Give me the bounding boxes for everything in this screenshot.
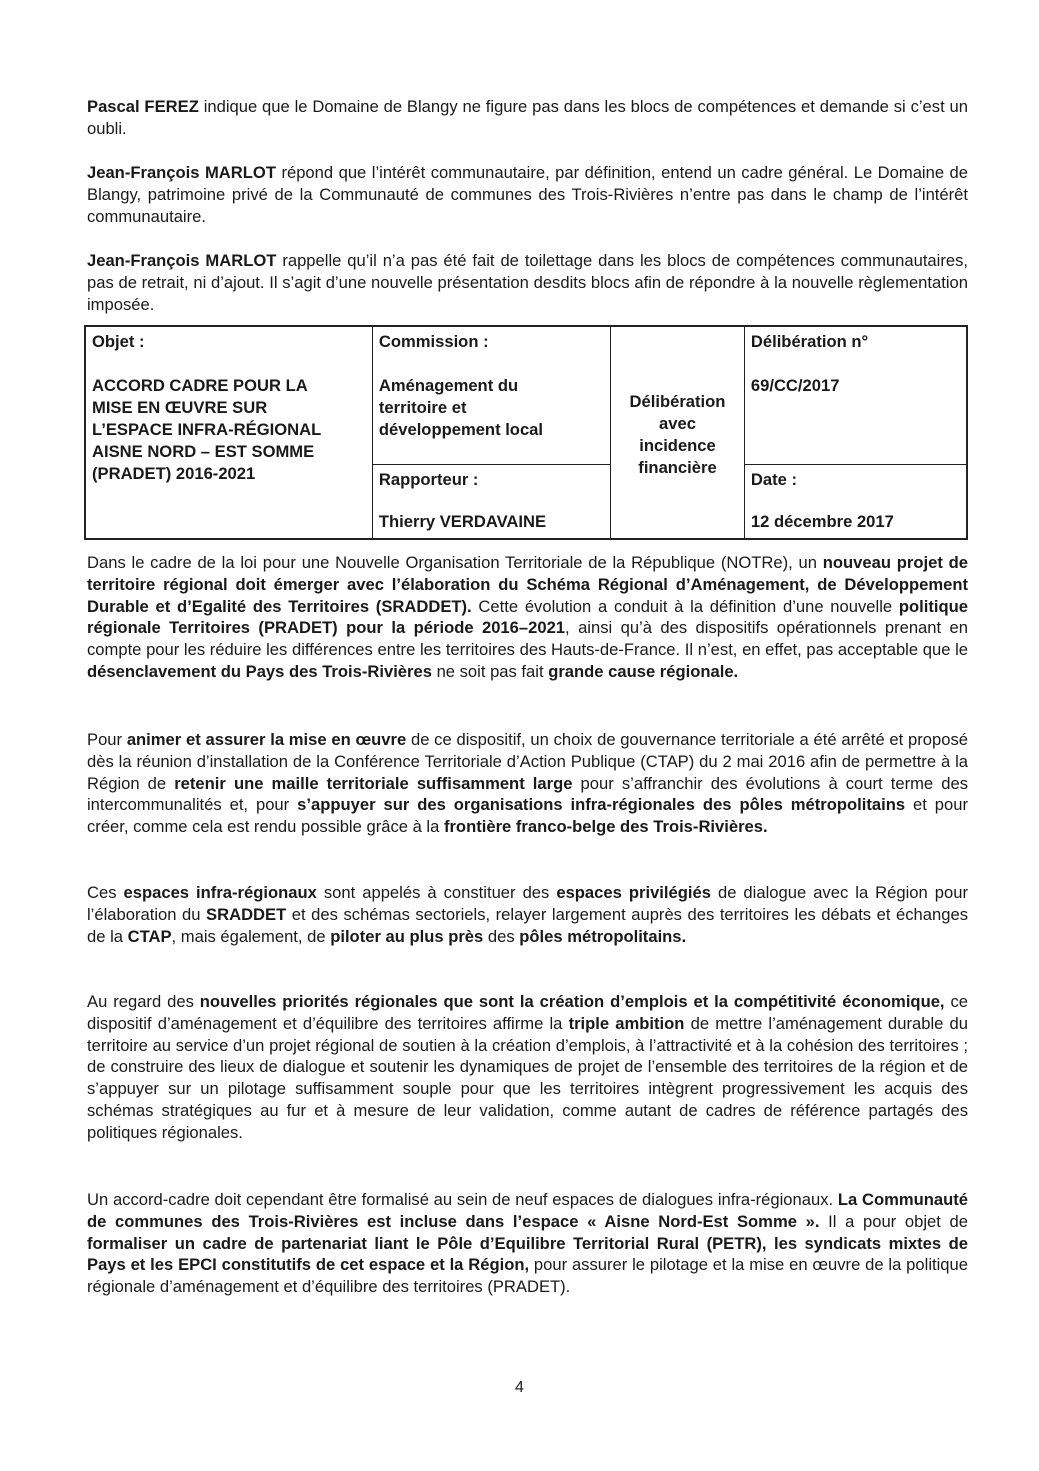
commission-line: Aménagement du (378, 376, 519, 395)
text-run: pour s’affranchir des évolutions à court terme des intercommunalités et, pour (87, 773, 968, 815)
bold-run: nouvelles priorités régionales que sont la création d’emplois et la compétitivité économique, (199, 992, 945, 1011)
objet-line: L’ESPACE INFRA-RÉGIONAL (92, 420, 322, 439)
text-run: Pour (87, 730, 127, 749)
numero-label: Délibération n° (750, 332, 869, 351)
objet-label: Objet : (92, 332, 145, 351)
bold-run: désenclavement du Pays des Trois-Rivières (87, 661, 432, 681)
deliberation-table (84, 325, 968, 540)
commission-line: territoire et (378, 398, 467, 417)
type-line: avec (659, 413, 696, 433)
bold-run: grande cause régionale. (548, 661, 739, 681)
paragraph-marlot-2 (87, 250, 968, 315)
paragraph-gouvernance (87, 729, 968, 838)
bold-run: piloter au plus près (330, 926, 484, 946)
date-label: Date : (750, 469, 797, 489)
commission-label: Commission : (378, 332, 489, 351)
paragraph-notre (87, 552, 968, 683)
paragraph-marlot-1 (87, 162, 968, 227)
type-line: financière (638, 457, 717, 477)
text-run: des (483, 926, 520, 946)
objet-line: MISE EN ŒUVRE SUR (92, 398, 268, 417)
speaker-name: Jean-François MARLOT (87, 251, 277, 270)
numero-cell (744, 326, 967, 464)
date-cell (744, 464, 967, 539)
bold-run: frontière franco-belge des Trois-Rivières. (443, 817, 768, 837)
text-run: Au regard des (87, 992, 200, 1011)
date-value: 12 décembre 2017 (750, 511, 894, 531)
bold-run: CTAP (127, 926, 172, 946)
text-run: Un accord-cadre doit cependant être formalisé au sein de neuf espaces de dialogues infra-régionaux. (87, 1190, 838, 1209)
bold-run: triple ambition (568, 1013, 685, 1033)
paragraph-espaces (87, 882, 968, 947)
bold-run: La Communauté de communes des Trois-Rivières est incluse dans l’espace « Aisne Nord-Est Somme ». (87, 1190, 968, 1231)
rapporteur-cell (372, 464, 610, 539)
text-run: et des schémas sectoriels, relayer largement auprès des territoires les débats et échanges de la (87, 904, 968, 946)
paragraph-text: indique que le Domaine de Blangy ne figure pas dans les blocs de compétences et demande si c’est un oubli. (87, 97, 968, 138)
paragraph-text: rappelle qu’il n’a pas été fait de toilettage dans les blocs de compétences communautaires, pas de retrait, ni d’ajout. Il s’agit d’une nouvelle présentation desdits blocs afin de répondre à la nouvelle règlementation imposée. (87, 251, 969, 314)
paragraph-text: répond que l’intérêt communautaire, par définition, entend un cadre général. Le Domaine de Blangy, patrimoine privé de la Communauté de communes des Trois-Rivières n’entre pas dans le champ de l’intérêt communautaire. (87, 163, 969, 226)
paragraph-priorites (87, 991, 968, 1144)
paragraph-accord-cadre (87, 1189, 968, 1298)
bold-run: retenir une maille territoriale suffisamment large (174, 773, 573, 793)
bold-run: espaces privilégiés (556, 883, 711, 902)
text-run: Ces (87, 883, 124, 902)
bold-run: SRADDET (206, 904, 287, 924)
bold-run: pôles métropolitains. (519, 926, 687, 946)
speaker-name: Pascal FEREZ (87, 97, 199, 116)
objet-line: AISNE NORD – EST SOMME (92, 442, 315, 461)
text-run: Cette évolution a conduit à la définition d’une nouvelle (471, 596, 899, 616)
commission-line: développement local (378, 420, 544, 439)
bold-run: espaces infra-régionaux (123, 883, 317, 902)
type-line: Délibération (629, 391, 726, 411)
text-run: ce dispositif d’aménagement et d’équilibre des territoires affirme la (87, 992, 968, 1033)
text-run: ne soit pas fait (431, 661, 549, 681)
objet-line: (PRADET) 2016-2021 (92, 464, 256, 483)
text-run: de ce dispositif, un choix de gouvernance territoriale a été arrêté et proposé dès la réunion d’installation de la Conférence Territoriale d’Action Publique (CTAP) du 2 mai 2016 afin de permettre à la Région de (87, 730, 968, 793)
text-run: pour assurer le pilotage et la mise en œuvre de la politique régionale d’aménagement et d’équilibre des territoires (PRADET). (87, 1255, 968, 1297)
type-line: incidence (639, 435, 716, 455)
deliberation-type-cell (611, 326, 745, 539)
text-run: de dialogue avec la Région pour l’élaboration du (87, 883, 968, 924)
text-run: , mais également, de (171, 926, 331, 946)
bold-run: formaliser un cadre de partenariat liant le Pôle d’Equilibre Territorial Rural (PETR), les syndicats mixtes de Pays et les EPCI constitutifs de cet espace et la Région, (87, 1233, 968, 1275)
bold-run: politique régionale Territoires (PRADET) pour la période 2016–2021 (87, 596, 968, 638)
commission-cell (372, 326, 610, 464)
objet-line: ACCORD CADRE POUR LA (92, 376, 308, 395)
bold-run: nouveau projet de territoire régional doit émerger avec l’élaboration du Schéma Régional d’Aménagement, de Développement Durable et d’Egalité des Territoires (SRADDET). (87, 553, 968, 616)
speaker-name: Jean-François MARLOT (87, 163, 276, 182)
bold-run: animer et assurer la mise en œuvre (126, 730, 407, 749)
bold-run: s’appuyer sur des organisations infra-régionales des pôles métropolitains (297, 795, 906, 815)
objet-cell (85, 326, 372, 539)
text-run: sont appelés à constituer des (316, 883, 557, 902)
text-run: de mettre l’aménagement durable du territoire au service d’un projet régional de soutien à la création d’emplois, à l’attractivité et à la cohésion des territoires ; de construire des lieux de dialogue et soutenir les dynamiques de projet de l’ensemble des territoires de la région et de s’appuyer sur un pilotage suffisamment souple pour que les territoires intègrent progressivement les acquis des schémas stratégiques au fur et à mesure de leur validation, comme autant de cadres de référence partagés des politiques régionales. (87, 1013, 968, 1142)
text-run: Dans le cadre de la loi pour une Nouvelle Organisation Territoriale de la République (NOTRe), un (87, 553, 823, 572)
paragraph-ferez (87, 96, 968, 140)
text-run: Il a pour objet de (819, 1211, 968, 1231)
text-run: et pour créer, comme cela est rendu possible grâce à la (87, 795, 969, 837)
page-number: 4 (515, 1379, 524, 1396)
rapporteur-label: Rapporteur : (378, 469, 479, 489)
rapporteur-name: Thierry VERDAVAINE (378, 511, 547, 531)
text-run: , ainsi qu’à des dispositifs opérationnels prenant en compte pour les réduire les différences entre les territoires des Hauts-de-France. Il n’est, en effet, pas acceptable que le (87, 618, 968, 660)
numero-value: 69/CC/2017 (750, 376, 840, 395)
